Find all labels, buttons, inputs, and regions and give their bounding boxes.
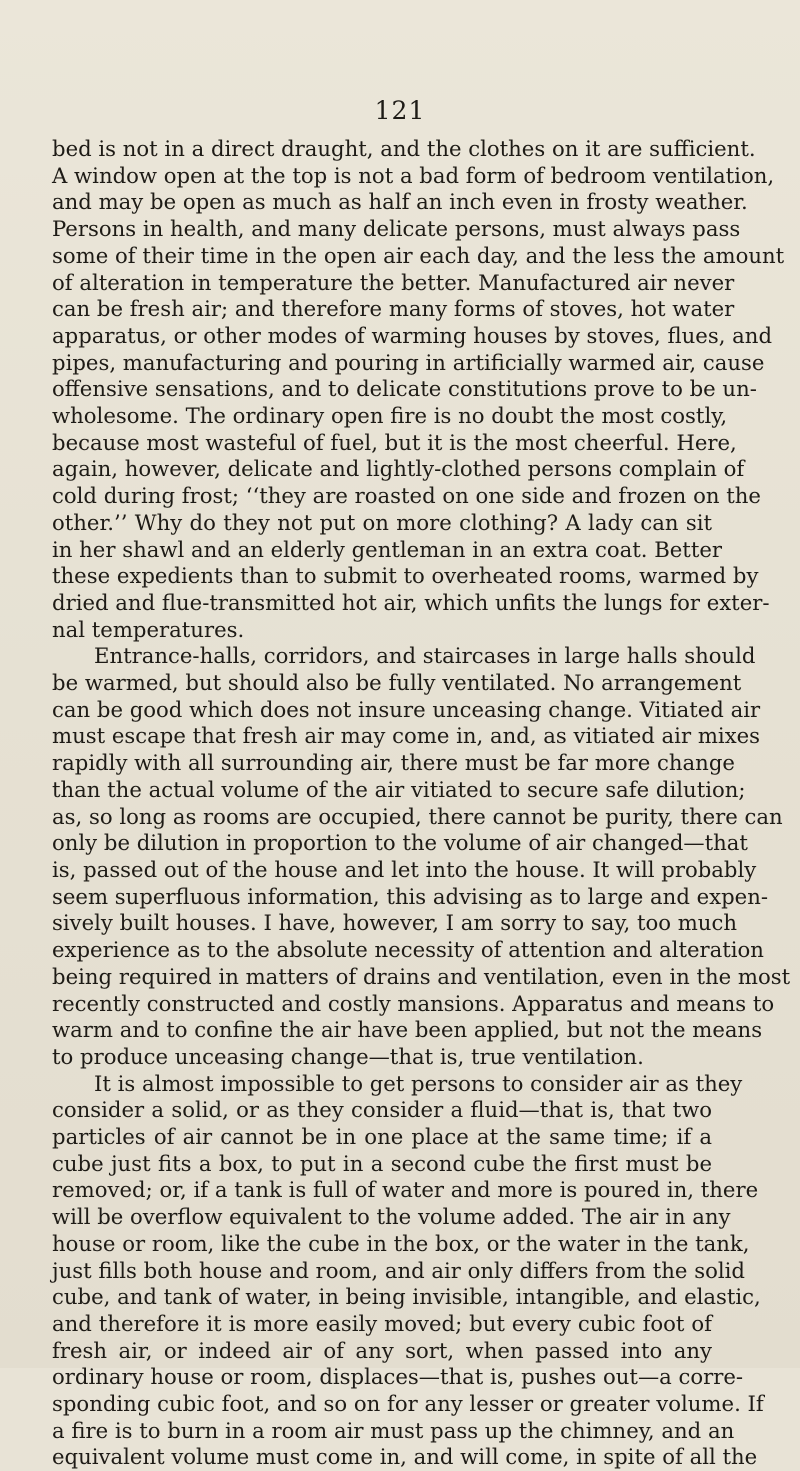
paragraph <box>52 1070 764 1471</box>
text-line: must escape that fresh air may come in, and, as vitiated air mixes <box>52 723 761 749</box>
text-line: warm and to confine the air have been applied, but not the means <box>52 1017 763 1043</box>
text-line: because most wasteful of fuel, but it is the most cheerful. Here, <box>52 429 737 455</box>
text-line: seem superfluous information, this advising as to large and expen- <box>52 883 769 909</box>
text-line: of alteration in temperature the better. Manufactured air never <box>52 269 735 295</box>
text-line: removed; or, if a tank is full of water and more is poured in, there <box>52 1177 759 1203</box>
text-line: sponding cubic foot, and so on for any lesser or greater volume. If <box>52 1391 764 1417</box>
text-line: cube, and tank of water, in being invisible, intangible, and elastic, <box>52 1284 761 1310</box>
text-line: again, however, delicate and lightly-clothed persons complain of <box>52 456 745 482</box>
text-line: some of their time in the open air each day, and the less the amount <box>52 242 785 268</box>
text-line: bed is not in a direct draught, and the clothes on it are sufficient. <box>52 136 756 161</box>
paragraph <box>52 643 791 1070</box>
text-line: just fills both house and room, and air only differs from the solid <box>52 1257 745 1283</box>
text-line: A window open at the top is not a bad form of bedroom ventilation, <box>52 162 775 188</box>
text-line: pipes, manufacturing and pouring in artificially warmed air, cause <box>52 349 765 375</box>
text-line: dried and flue-transmitted hot air, which unfits the lungs for exter- <box>52 589 770 615</box>
text-line: offensive sensations, and to delicate constitutions prove to be un- <box>52 376 757 402</box>
text-line: wholesome. The ordinary open fire is no doubt the most costly, <box>52 403 728 429</box>
text-line: being required in matters of drains and ventilation, even in the most <box>52 963 791 989</box>
page-number: 121 <box>374 96 426 125</box>
text-line: be warmed, but should also be fully ventilated. No arrangement <box>52 670 742 696</box>
text-line: ordinary house or room, displaces—that is, pushes out—a corre- <box>52 1364 744 1390</box>
text-line: other.’’ Why do they not put on more clothing? A lady can sit <box>52 509 712 535</box>
text-line: and therefore it is more easily moved; but every cubic foot of <box>52 1310 712 1336</box>
text-line: cube just fits a box, to put in a second cube the first must be <box>52 1150 712 1176</box>
text-line: as, so long as rooms are occupied, there cannot be purity, there can <box>52 803 783 829</box>
text-line: than the actual volume of the air vitiated to secure safe dilution; <box>52 776 746 802</box>
text-line: equivalent volume must come in, and will come, in spite of all the <box>52 1444 758 1470</box>
text-line: can be fresh air; and therefore many forms of stoves, hot water <box>52 296 735 322</box>
text-line: these expedients than to submit to overheated rooms, warmed by <box>52 563 759 589</box>
text-line: It is almost impossible to get persons to consider air as they <box>94 1070 743 1096</box>
text-line: cold during frost; ‘‘they are roasted on one side and frozen on the <box>52 483 761 509</box>
text-line: house or room, like the cube in the box, or the water in the tank, <box>52 1230 750 1256</box>
text-line: experience as to the absolute necessity of attention and alteration <box>52 937 764 963</box>
text-line: consider a solid, or as they consider a fluid—that is, that two <box>52 1097 712 1123</box>
text-line: can be good which does not insure unceasing change. Vitiated air <box>52 696 761 722</box>
text-line: will be overflow equivalent to the volume added. The air in any <box>52 1204 731 1230</box>
paragraph <box>52 136 785 643</box>
text-line: a fire is to burn in a room air must pass up the chimney, and an <box>52 1417 735 1443</box>
text-line: and may be open as much as half an inch even in frosty weather. <box>52 189 748 215</box>
text-line: sively built houses. I have, however, I am sorry to say, too much <box>52 910 737 936</box>
text-line: fresh air, or indeed air of any sort, when passed into any <box>52 1337 712 1363</box>
body-text <box>52 136 791 1471</box>
text-line: particles of air cannot be in one place at the same time; if a <box>52 1124 712 1150</box>
text-line: apparatus, or other modes of warming houses by stoves, flues, and <box>52 322 773 348</box>
text-line: rapidly with all surrounding air, there must be far more change <box>52 750 735 776</box>
text-line: to produce unceasing change—that is, true ventilation. <box>52 1043 644 1069</box>
text-line: Entrance-halls, corridors, and staircases in large halls should <box>94 643 756 669</box>
text-line: in her shawl and an elderly gentleman in an extra coat. Better <box>52 536 723 562</box>
text-line: nal temperatures. <box>52 616 245 642</box>
text-line: is, passed out of the house and let into the house. It will probably <box>52 856 757 882</box>
text-line: recently constructed and costly mansions. Apparatus and means to <box>52 990 775 1016</box>
text-line: only be dilution in proportion to the volume of air changed—that <box>52 830 748 856</box>
text-line: Persons in health, and many delicate persons, must always pass <box>52 216 741 242</box>
